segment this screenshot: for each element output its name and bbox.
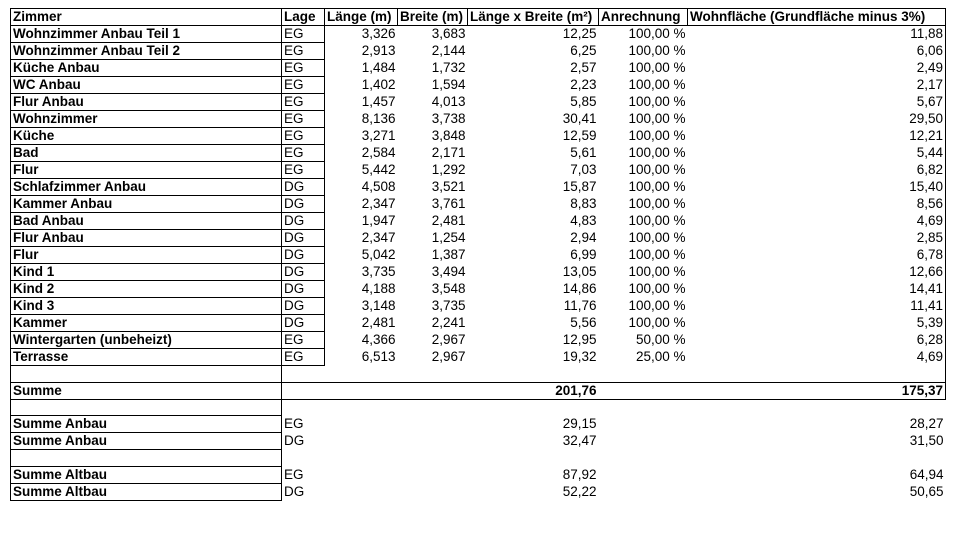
room-name-cell[interactable]: Kind 3 (11, 298, 282, 315)
room-wohnflaeche-cell[interactable]: 6,82 (688, 162, 946, 179)
room-breite-cell[interactable]: 2,171 (431, 145, 466, 160)
altbau-lage[interactable]: EG (284, 466, 304, 482)
room-breite-cell[interactable]: 2,481 (431, 213, 466, 228)
room-lage-cell[interactable]: DG (282, 213, 325, 230)
room-laenge-cell[interactable]: 4,508 (361, 179, 396, 194)
room-wohnflaeche-cell[interactable]: 12,66 (688, 264, 946, 281)
altbau-eg-row (11, 466, 946, 483)
room-breite-cell[interactable]: 2,144 (431, 43, 466, 58)
room-flaeche-cell[interactable]: 19,32 (562, 349, 597, 364)
room-name-cell[interactable]: Terrasse (11, 349, 282, 366)
header-lage[interactable]: Lage (282, 9, 325, 26)
room-anrechnung-cell[interactable]: 100,00 % (628, 145, 686, 160)
room-wohnflaeche-cell[interactable]: 2,17 (688, 77, 946, 94)
room-wohnflaeche-cell[interactable]: 2,85 (688, 230, 946, 247)
room-flaeche-cell[interactable]: 2,94 (570, 230, 597, 245)
header-laenge[interactable]: Länge (m) (325, 9, 398, 26)
room-name-cell[interactable]: Schlafzimmer Anbau (11, 179, 282, 196)
room-laenge-cell[interactable]: 4,188 (361, 281, 396, 296)
room-anrechnung-cell[interactable]: 100,00 % (628, 315, 686, 330)
room-anrechnung-cell[interactable]: 100,00 % (628, 230, 686, 245)
room-lage-cell[interactable]: DG (282, 298, 325, 315)
room-name-cell[interactable]: Wintergarten (unbeheizt) (11, 332, 282, 349)
room-lage-cell[interactable]: DG (282, 281, 325, 298)
anbau-dg-row (11, 433, 946, 450)
anbau-label[interactable]: Summe Anbau (11, 433, 282, 450)
room-anrechnung-cell[interactable]: 100,00 % (628, 60, 686, 75)
room-laenge-cell[interactable]: 1,484 (361, 60, 396, 75)
room-lage-cell[interactable]: EG (282, 60, 325, 77)
room-breite-cell[interactable]: 3,848 (431, 128, 466, 143)
empty-cell[interactable] (11, 399, 282, 416)
room-breite-cell[interactable]: 1,732 (431, 60, 466, 75)
room-anrechnung-cell[interactable]: 100,00 % (628, 43, 686, 58)
room-anrechnung-cell[interactable]: 100,00 % (628, 128, 686, 143)
room-wohnflaeche-cell[interactable]: 4,69 (688, 349, 946, 366)
room-laenge-cell[interactable]: 2,347 (361, 230, 396, 245)
room-breite-cell[interactable]: 3,735 (431, 298, 466, 313)
room-wohnflaeche-cell[interactable]: 8,56 (688, 196, 946, 213)
altbau-dg-row (11, 483, 946, 500)
room-anrechnung-cell[interactable]: 25,00 % (635, 349, 686, 364)
room-name-cell[interactable]: Wohnzimmer Anbau Teil 1 (11, 26, 282, 43)
room-laenge-cell[interactable]: 2,913 (361, 43, 396, 58)
room-anrechnung-cell[interactable]: 100,00 % (628, 77, 686, 92)
header-zimmer[interactable]: Zimmer (11, 9, 282, 26)
table-row (11, 162, 946, 179)
room-breite-cell[interactable]: 3,738 (431, 111, 466, 126)
summe-row (11, 382, 946, 399)
empty-cell[interactable] (325, 382, 398, 399)
table-row (11, 281, 946, 298)
room-wohnflaeche-cell[interactable]: 5,39 (688, 315, 946, 332)
table-row (11, 213, 946, 230)
anbau-wohnflaeche[interactable]: 31,50 (909, 433, 944, 448)
summe-wohnflaeche[interactable]: 175,37 (688, 382, 946, 399)
room-flaeche-cell[interactable]: 7,03 (570, 162, 597, 177)
empty-cell[interactable] (688, 366, 946, 383)
room-laenge-cell[interactable]: 6,513 (361, 349, 396, 364)
room-anrechnung-cell[interactable]: 100,00 % (628, 247, 686, 262)
room-laenge-cell[interactable]: 3,326 (361, 26, 396, 42)
anbau-eg-row (11, 416, 946, 433)
empty-cell[interactable] (282, 366, 325, 383)
room-lage-cell[interactable]: EG (282, 128, 325, 145)
room-flaeche-cell[interactable]: 13,05 (562, 264, 597, 279)
table-row (11, 111, 946, 128)
room-wohnflaeche-cell[interactable]: 2,49 (688, 60, 946, 77)
room-wohnflaeche-cell[interactable]: 6,78 (688, 247, 946, 264)
room-name-cell[interactable]: Kind 1 (11, 264, 282, 281)
room-breite-cell[interactable]: 2,967 (431, 349, 466, 364)
altbau-lage[interactable]: DG (284, 483, 305, 499)
room-name-cell[interactable]: Wohnzimmer Anbau Teil 2 (11, 43, 282, 60)
room-lage-cell[interactable]: EG (282, 145, 325, 162)
empty-cell[interactable] (398, 382, 468, 399)
table-row (11, 264, 946, 281)
room-flaeche-cell[interactable]: 15,87 (562, 179, 597, 194)
room-laenge-cell[interactable]: 4,366 (361, 332, 396, 347)
room-name-cell[interactable]: Kammer Anbau (11, 196, 282, 213)
summe-flaeche[interactable]: 201,76 (468, 382, 599, 399)
room-flaeche-cell[interactable]: 30,41 (562, 111, 597, 126)
room-breite-cell[interactable]: 3,494 (431, 264, 466, 279)
empty-cell[interactable] (11, 450, 282, 467)
room-lage-cell[interactable]: EG (282, 26, 325, 43)
room-flaeche-cell[interactable]: 12,95 (562, 332, 597, 347)
table-row (11, 247, 946, 264)
room-laenge-cell[interactable]: 3,735 (361, 264, 396, 279)
empty-cell[interactable] (468, 366, 599, 383)
anbau-flaeche[interactable]: 32,47 (562, 433, 597, 448)
room-lage-cell[interactable]: DG (282, 264, 325, 281)
room-lage-cell[interactable]: EG (282, 94, 325, 111)
room-flaeche-cell[interactable]: 2,23 (570, 77, 597, 92)
room-breite-cell[interactable]: 4,013 (431, 94, 466, 109)
room-breite-cell[interactable]: 1,387 (431, 247, 466, 262)
room-lage-cell[interactable]: DG (282, 247, 325, 264)
room-anrechnung-cell[interactable]: 50,00 % (635, 332, 686, 347)
room-flaeche-cell[interactable]: 4,83 (570, 213, 597, 228)
room-anrechnung-cell[interactable]: 100,00 % (628, 26, 686, 42)
room-name-cell[interactable]: Kind 2 (11, 281, 282, 298)
room-name-cell[interactable]: Flur Anbau (11, 230, 282, 247)
room-anrechnung-cell[interactable]: 100,00 % (628, 179, 686, 194)
table-row (11, 332, 946, 349)
room-laenge-cell[interactable]: 2,347 (361, 196, 396, 211)
room-laenge-cell[interactable]: 5,042 (361, 247, 396, 262)
room-anrechnung-cell[interactable]: 100,00 % (628, 213, 686, 228)
room-lage-cell[interactable]: EG (282, 162, 325, 179)
empty-cell[interactable] (599, 366, 688, 383)
anbau-lage[interactable]: EG (284, 416, 304, 431)
room-flaeche-cell[interactable]: 6,99 (570, 247, 597, 262)
room-anrechnung-cell[interactable]: 100,00 % (628, 111, 686, 126)
anbau-wohnflaeche[interactable]: 28,27 (909, 416, 944, 431)
room-breite-cell[interactable]: 3,683 (431, 26, 466, 42)
room-breite-cell[interactable]: 2,967 (431, 332, 466, 347)
room-flaeche-cell[interactable]: 12,59 (562, 128, 597, 143)
empty-cell[interactable] (325, 366, 398, 383)
room-wohnflaeche-cell[interactable]: 4,69 (688, 213, 946, 230)
room-flaeche-cell[interactable]: 12,25 (562, 26, 597, 42)
room-breite-cell[interactable]: 1,254 (431, 230, 466, 245)
room-breite-cell[interactable]: 3,548 (431, 281, 466, 296)
header-breite[interactable]: Breite (m) (398, 9, 468, 26)
blank-row (11, 399, 946, 416)
anbau-label[interactable]: Summe Anbau (11, 416, 282, 433)
room-anrechnung-cell[interactable]: 100,00 % (628, 162, 686, 177)
room-anrechnung-cell[interactable]: 100,00 % (628, 264, 686, 279)
room-flaeche-cell[interactable]: 5,85 (570, 94, 597, 109)
room-breite-cell[interactable]: 1,594 (431, 77, 466, 92)
table-row (11, 196, 946, 213)
room-laenge-cell[interactable]: 1,402 (361, 77, 396, 92)
room-flaeche-cell[interactable]: 5,56 (570, 315, 597, 330)
altbau-wohnflaeche[interactable]: 50,65 (909, 483, 944, 499)
altbau-label[interactable]: Summe Altbau (11, 483, 282, 500)
room-wohnflaeche-cell[interactable]: 5,67 (688, 94, 946, 111)
room-lage-cell[interactable]: DG (282, 179, 325, 196)
blank-row (11, 450, 946, 467)
room-flaeche-cell[interactable]: 6,25 (570, 43, 597, 58)
room-anrechnung-cell[interactable]: 100,00 % (628, 281, 686, 296)
room-lage-cell[interactable]: EG (282, 77, 325, 94)
empty-cell[interactable] (599, 382, 688, 399)
room-name-cell[interactable]: Wohnzimmer (11, 111, 282, 128)
room-anrechnung-cell[interactable]: 100,00 % (628, 298, 686, 313)
room-wohnflaeche-cell[interactable]: 6,28 (688, 332, 946, 349)
room-name-cell[interactable]: Bad (11, 145, 282, 162)
room-name-cell[interactable]: Küche (11, 128, 282, 145)
room-name-cell[interactable]: Küche Anbau (11, 60, 282, 77)
anbau-flaeche[interactable]: 29,15 (562, 416, 597, 431)
empty-cell[interactable] (11, 366, 282, 383)
table-row (11, 298, 946, 315)
room-laenge-cell[interactable]: 5,442 (361, 162, 396, 177)
table-row (11, 94, 946, 111)
blank-row (11, 366, 946, 383)
room-area-table (10, 8, 946, 501)
room-wohnflaeche-cell[interactable]: 12,21 (688, 128, 946, 145)
room-wohnflaeche-cell[interactable]: 5,44 (688, 145, 946, 162)
room-flaeche-cell[interactable]: 5,61 (570, 145, 597, 160)
room-anrechnung-cell[interactable]: 100,00 % (628, 196, 686, 211)
table-row (11, 43, 946, 60)
room-lage-cell[interactable]: EG (282, 332, 325, 349)
room-lage-cell[interactable]: EG (282, 349, 325, 366)
room-name-cell[interactable]: Bad Anbau (11, 213, 282, 230)
table-row (11, 179, 946, 196)
room-breite-cell[interactable]: 2,241 (431, 315, 466, 330)
room-lage-cell[interactable]: EG (282, 43, 325, 60)
room-laenge-cell[interactable]: 3,271 (361, 128, 396, 143)
room-wohnflaeche-cell[interactable]: 14,41 (688, 281, 946, 298)
table-row (11, 128, 946, 145)
room-lage-cell[interactable]: DG (282, 315, 325, 332)
room-anrechnung-cell[interactable]: 100,00 % (628, 94, 686, 109)
room-wohnflaeche-cell[interactable]: 15,40 (688, 179, 946, 196)
table-row (11, 315, 946, 332)
room-laenge-cell[interactable]: 1,457 (361, 94, 396, 109)
room-wohnflaeche-cell[interactable]: 6,06 (688, 43, 946, 60)
room-wohnflaeche-cell[interactable]: 11,88 (688, 26, 946, 43)
room-wohnflaeche-cell[interactable]: 29,50 (688, 111, 946, 128)
room-lage-cell[interactable]: EG (282, 111, 325, 128)
table-row (11, 60, 946, 77)
room-laenge-cell[interactable]: 1,947 (361, 213, 396, 228)
room-wohnflaeche-cell[interactable]: 11,41 (688, 298, 946, 315)
summary-rows (11, 366, 946, 501)
header-wohnflaeche[interactable]: Wohnfläche (Grundfläche minus 3%) (688, 9, 946, 26)
empty-cell[interactable] (398, 366, 468, 383)
room-rows (11, 26, 946, 366)
table-row (11, 145, 946, 162)
table-row (11, 77, 946, 94)
anbau-lage[interactable]: DG (284, 433, 305, 448)
table-row (11, 349, 946, 366)
summe-label[interactable]: Summe (11, 382, 282, 399)
altbau-label[interactable]: Summe Altbau (11, 466, 282, 483)
table-row (11, 230, 946, 247)
room-flaeche-cell[interactable]: 8,83 (570, 196, 597, 211)
room-laenge-cell[interactable]: 8,136 (361, 111, 396, 126)
room-lage-cell[interactable]: DG (282, 230, 325, 247)
altbau-wohnflaeche[interactable]: 64,94 (909, 466, 944, 482)
room-flaeche-cell[interactable]: 11,76 (563, 298, 597, 313)
altbau-flaeche[interactable]: 87,92 (562, 466, 597, 482)
room-name-cell[interactable]: Flur Anbau (11, 94, 282, 111)
room-name-cell[interactable]: Kammer (11, 315, 282, 332)
header-flaeche[interactable]: Länge x Breite (m²) (468, 9, 599, 26)
room-name-cell[interactable]: Flur (11, 247, 282, 264)
room-laenge-cell[interactable]: 3,148 (361, 298, 396, 313)
empty-cell[interactable] (282, 382, 325, 399)
header-anrechnung[interactable]: Anrechnung (599, 9, 688, 26)
altbau-flaeche[interactable]: 52,22 (562, 483, 597, 499)
table-row (11, 26, 946, 43)
room-name-cell[interactable]: Flur (11, 162, 282, 179)
room-flaeche-cell[interactable]: 2,57 (570, 60, 597, 75)
room-breite-cell[interactable]: 1,292 (431, 162, 466, 177)
header-row (11, 9, 946, 26)
room-flaeche-cell[interactable]: 14,86 (562, 281, 597, 296)
room-name-cell[interactable]: WC Anbau (11, 77, 282, 94)
room-laenge-cell[interactable]: 2,481 (361, 315, 396, 330)
room-breite-cell[interactable]: 3,521 (431, 179, 466, 194)
room-breite-cell[interactable]: 3,761 (431, 196, 466, 211)
room-lage-cell[interactable]: DG (282, 196, 325, 213)
room-laenge-cell[interactable]: 2,584 (361, 145, 396, 160)
